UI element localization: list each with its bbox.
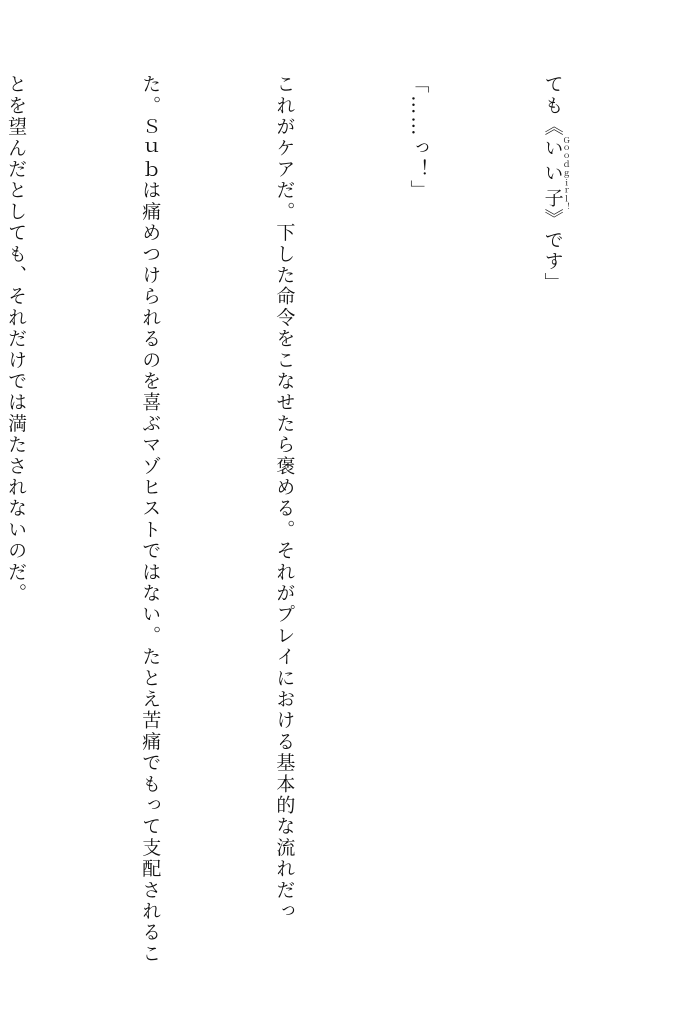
ruby-good-girl: Ｇｏｏｄ ｇｉｒｌ！ — [562, 135, 572, 211]
text-line-3: これがケアだ。下した命令をこなせたら褒める。それがプレイにおける基本的な流れだっ — [273, 74, 296, 922]
text-line-5: とを望んだとしても、それだけでは満たされないのだ。 — [5, 74, 28, 604]
text-line-1: ても《いい子Ｇｏｏｄ ｇｉｒｌ！》です」 — [541, 74, 572, 294]
vertical-text-body — [5, 74, 664, 974]
text-line-4: た。Ｓｕｂは痛めつけられるのを喜ぶマゾヒストではない。たとえ苦痛でもって支配されるこ — [139, 74, 162, 965]
text-line-2: 「……っ！」 — [407, 74, 430, 202]
